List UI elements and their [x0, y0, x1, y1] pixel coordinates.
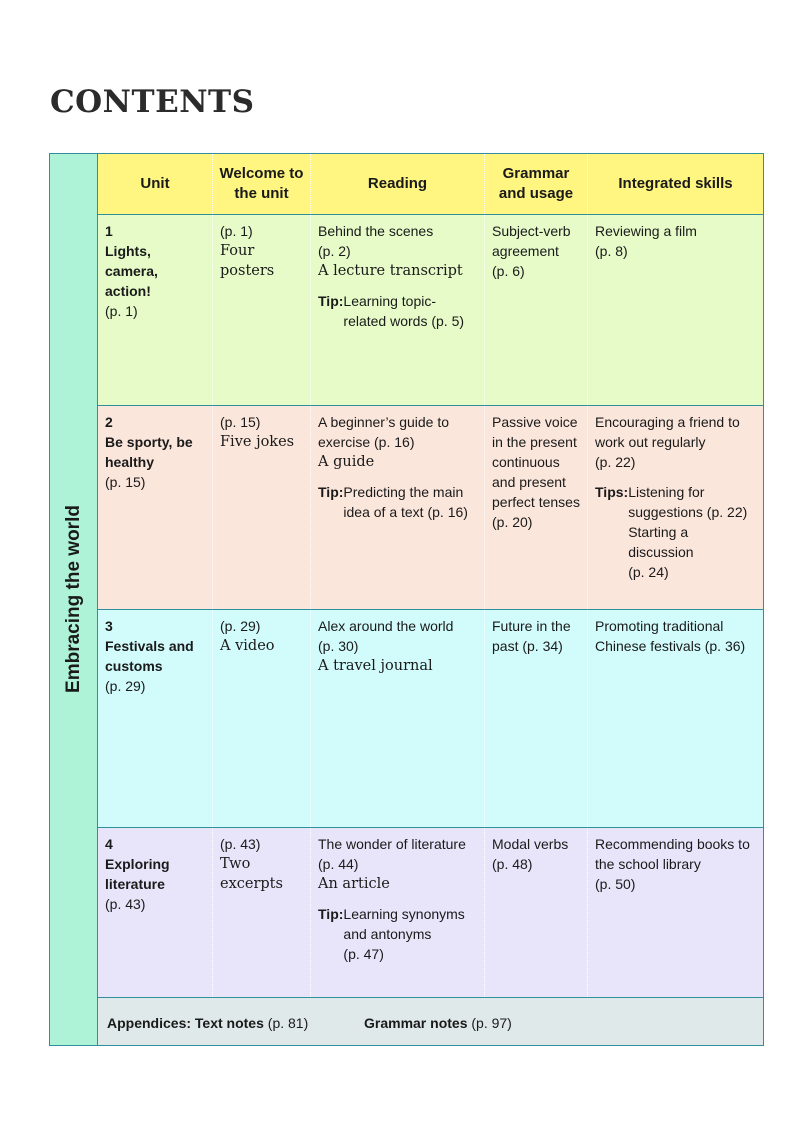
- welcome-cell: [213, 828, 311, 997]
- reading-page: (p. 44): [318, 856, 359, 872]
- reading-tip: [318, 904, 477, 964]
- tip-line: Listening for: [628, 484, 705, 500]
- unit-number: 4: [105, 836, 113, 852]
- tip-label: Tip:: [318, 906, 344, 922]
- grammar-line: (p. 48): [492, 856, 533, 872]
- table-row-unit-2: [98, 406, 763, 610]
- grammar-notes-page: (p. 97): [471, 1015, 512, 1031]
- grammar-line: (p. 6): [492, 263, 525, 279]
- unit-page: (p. 43): [105, 896, 146, 912]
- header-welcome: Welcome to the unit: [213, 154, 311, 214]
- reading-title: Alex around the world: [318, 618, 454, 634]
- skills-line: the school library: [595, 856, 701, 872]
- table-header: [98, 154, 763, 215]
- welcome-text: Five jokes: [220, 434, 295, 450]
- unit-page: (p. 29): [105, 678, 146, 694]
- reading-title: The wonder of literature: [318, 836, 466, 852]
- welcome-page: (p. 1): [220, 223, 253, 239]
- tip-line: Predicting the main: [343, 484, 464, 500]
- grammar-line: agreement: [492, 243, 559, 259]
- welcome-cell: [213, 406, 311, 609]
- header-grammar: Grammar and usage: [485, 154, 588, 214]
- tip-line: idea of a text (p. 16): [343, 504, 468, 520]
- grammar-notes-label: Grammar notes: [364, 1015, 468, 1031]
- skills-line: Encouraging a friend to: [595, 414, 740, 430]
- tip-line: Starting a discussion: [628, 524, 694, 560]
- skills-line: (p. 50): [595, 876, 636, 892]
- grammar-line: in the present: [492, 434, 577, 450]
- theme-label: Embracing the world: [63, 505, 84, 693]
- reading-title: Behind the scenes: [318, 223, 434, 239]
- grammar-cell: [485, 828, 588, 997]
- welcome-cell: [213, 215, 311, 405]
- appendices-page: (p. 81): [267, 1015, 309, 1031]
- tip-line: related words (p. 5): [343, 313, 465, 329]
- welcome-text: Four posters: [220, 243, 275, 279]
- theme-sidebar: [50, 154, 98, 1045]
- reading-type: A travel journal: [318, 658, 433, 674]
- reading-title: A beginner’s guide to: [318, 414, 450, 430]
- skills-line: (p. 8): [595, 243, 628, 259]
- grammar-cell: [485, 215, 588, 405]
- grammar-cell: [485, 610, 588, 827]
- reading-cell: [311, 215, 485, 405]
- unit-cell: [98, 215, 213, 405]
- tip-label: Tip:: [318, 293, 344, 309]
- skills-cell: [588, 215, 763, 405]
- unit-number: 1: [105, 223, 113, 239]
- grammar-line: perfect tenses: [492, 494, 580, 510]
- unit-number: 3: [105, 618, 113, 634]
- unit-page: (p. 15): [105, 474, 146, 490]
- grammar-line: continuous: [492, 454, 560, 470]
- tip-line: (p. 47): [343, 946, 384, 962]
- skills-cell: [588, 610, 763, 827]
- appendices-entry: [107, 1013, 308, 1033]
- skills-line: work out regularly: [595, 434, 706, 450]
- tip-line: suggestions (p. 22): [628, 504, 748, 520]
- header-reading: Reading: [311, 154, 485, 214]
- skills-line: Promoting traditional: [595, 618, 724, 634]
- unit-cell: [98, 610, 213, 827]
- tip-line: and antonyms: [343, 926, 432, 942]
- tip-label: Tip:: [318, 484, 344, 500]
- unit-name: Exploring literature: [105, 856, 170, 892]
- page-title: CONTENTS: [50, 84, 255, 120]
- welcome-page: (p. 15): [220, 414, 261, 430]
- grammar-line: Passive voice: [492, 414, 578, 430]
- unit-page: (p. 1): [105, 303, 138, 319]
- skills-line: Chinese festivals (p. 36): [595, 638, 746, 654]
- reading-title: exercise (p. 16): [318, 434, 415, 450]
- grammar-line: Modal verbs: [492, 836, 569, 852]
- unit-name: Lights, camera, action!: [105, 243, 158, 299]
- welcome-cell: [213, 610, 311, 827]
- grammar-notes-entry: [364, 1013, 512, 1033]
- reading-type: A guide: [318, 454, 375, 470]
- reading-cell: [311, 828, 485, 997]
- skills-tips: [595, 482, 756, 582]
- skills-line: (p. 22): [595, 454, 636, 470]
- tip-line: Learning topic-: [343, 293, 437, 309]
- table-row-unit-1: [98, 215, 763, 406]
- reading-tip: [318, 291, 477, 331]
- grammar-line: (p. 20): [492, 514, 533, 530]
- reading-page: (p. 30): [318, 638, 359, 654]
- skills-line: Recommending books to: [595, 836, 750, 852]
- tip-line: Learning synonyms: [343, 906, 465, 922]
- reading-type: An article: [318, 876, 390, 892]
- grammar-line: and present: [492, 474, 566, 490]
- contents-table: [49, 153, 764, 1046]
- unit-name: Be sporty, be healthy: [105, 434, 193, 470]
- grammar-cell: [485, 406, 588, 609]
- table-row-unit-4: [98, 828, 763, 998]
- unit-cell: [98, 406, 213, 609]
- welcome-page: (p. 43): [220, 836, 261, 852]
- table-row-unit-3: [98, 610, 763, 828]
- skills-line: Reviewing a film: [595, 223, 697, 239]
- reading-cell: [311, 610, 485, 827]
- reading-type: A lecture transcript: [318, 263, 463, 279]
- appendices-footer: [98, 998, 763, 1045]
- grammar-line: Future in the: [492, 618, 571, 634]
- reading-tip: [318, 482, 477, 522]
- skills-cell: [588, 828, 763, 997]
- header-skills: Integrated skills: [618, 175, 733, 192]
- skills-cell: [588, 406, 763, 609]
- tips-label: Tips:: [595, 484, 629, 500]
- unit-number: 2: [105, 414, 113, 430]
- appendices-label: Appendices: Text notes: [107, 1015, 264, 1031]
- tip-line: (p. 24): [628, 564, 669, 580]
- welcome-page: (p. 29): [220, 618, 261, 634]
- header-unit: Unit: [98, 154, 213, 214]
- welcome-text: Two excerpts: [220, 856, 283, 892]
- grammar-line: past (p. 34): [492, 638, 563, 654]
- reading-page: (p. 2): [318, 243, 351, 259]
- unit-name: Festivals and customs: [105, 638, 194, 674]
- welcome-text: A video: [220, 638, 275, 654]
- unit-cell: [98, 828, 213, 997]
- reading-cell: [311, 406, 485, 609]
- grammar-line: Subject-verb: [492, 223, 571, 239]
